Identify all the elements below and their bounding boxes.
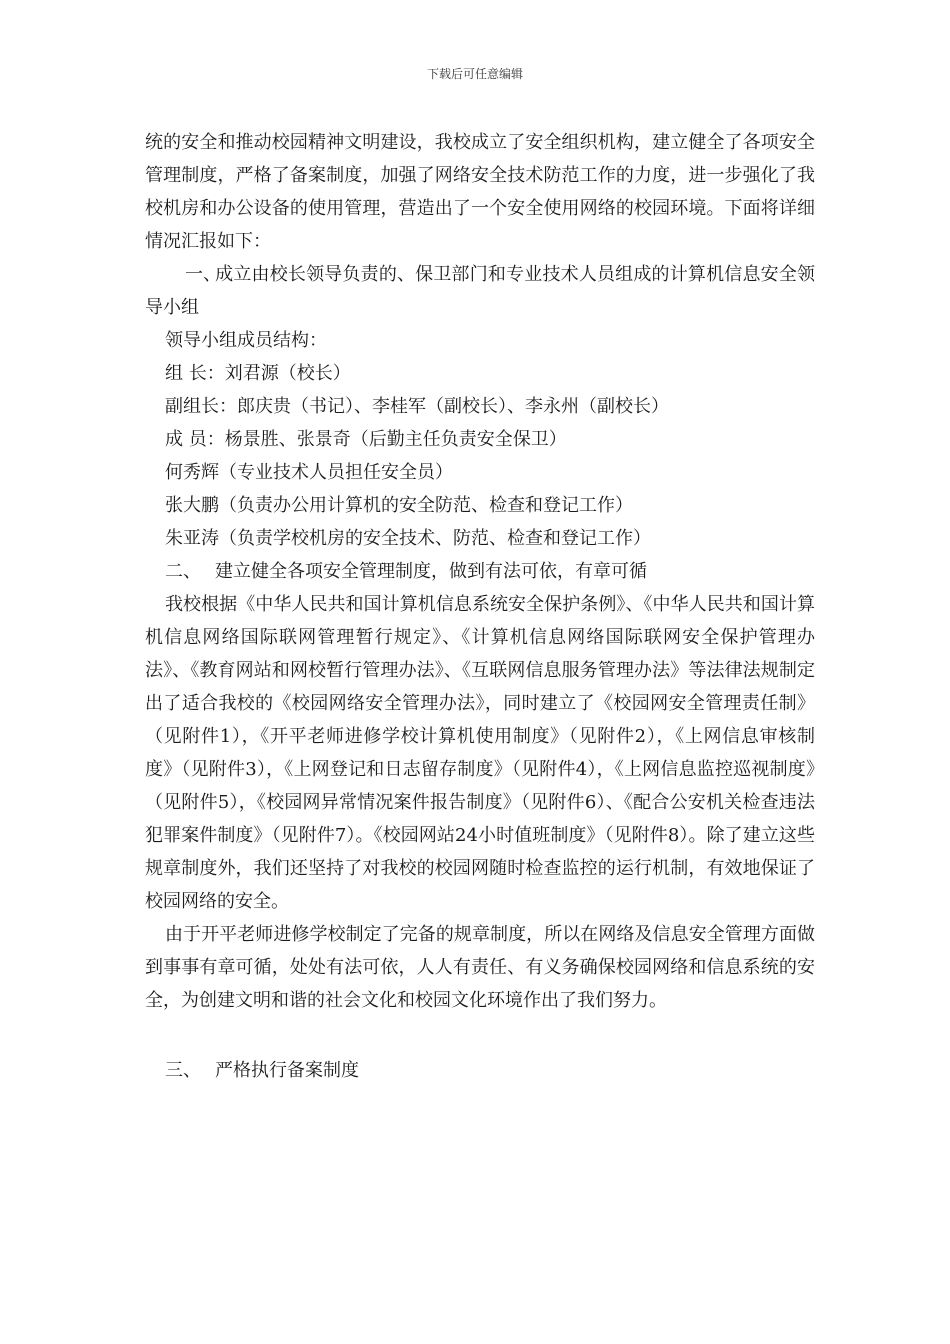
- member-deputies: 副组长：郎庆贵（书记）、李桂军（副校长）、李永州（副校长）: [165, 396, 669, 417]
- section-1-title: 成立由校长领导负责的、保卫部门和专业技术人员组成的计算机信息安全领导小组: [145, 264, 815, 318]
- document-body: [145, 126, 815, 1087]
- members-label: 领导小组成员结构：: [165, 330, 327, 351]
- section-gap: [145, 1017, 815, 1054]
- member-staff: 成 员：杨景胜、张景奇（后勤主任负责安全保卫）: [165, 429, 567, 450]
- section-1-heading: [145, 258, 815, 324]
- member-zhu: 朱亚涛（负责学校机房的安全技术、防范、检查和登记工作）: [165, 528, 651, 549]
- section-3-title: 严格执行备案制度: [215, 1060, 359, 1081]
- member-leader: 组 长：刘君源（校长）: [165, 363, 351, 384]
- page-header: 下载后可任意编辑: [426, 67, 523, 81]
- section-3-number: 三、: [165, 1060, 201, 1081]
- member-zhang: 张大鹏（负责办公用计算机的安全防范、检查和登记工作）: [165, 495, 633, 516]
- section-2-title: 建立健全各项安全管理制度，做到有法可依，有章可循: [215, 561, 647, 582]
- intro-paragraph: 统的安全和推动校园精神文明建设，我校成立了安全组织机构，建立健全了各项安全管理制度，严格了备案制度，加强了网络安全技术防范工作的力度，进一步强化了我校机房和办公设备的使用管理，营造出了一个安全使用网络的校园环境。下面将详细情况汇报如下：: [145, 132, 815, 252]
- section-2-heading: [145, 555, 815, 588]
- section-3-heading: [145, 1054, 815, 1087]
- section-2-number: 二、: [165, 561, 201, 582]
- section-1-number: 一、: [185, 264, 221, 285]
- member-he: 何秀辉（专业技术人员担任安全员）: [165, 462, 453, 483]
- regulations-paragraph: 我校根据《中华人民共和国计算机信息系统安全保护条例》、《中华人民共和国计算机信息网络国际联网管理暂行规定》、《计算机信息网络国际联网安全保护管理办法》、《教育网站和网校暂行管理办法》、《互联网信息服务管理办法》等法律法规制定出了适合我校的《校园网络安全管理办法》，同时建立了《校园网安全管理责任制》（见附件1），《开平老师进修学校计算机使用制度》（见附件2），《上网信息审核制度》（见附件3），《上网登记和日志留存制度》（见附件4），《上网信息监控巡视制度》（见附件5），《校园网异常情况案件报告制度》（见附件6）、《配合公安机关检查违法犯罪案件制度》（见附件7）。《校园网站24小时值班制度》（见附件8）。除了建立这些规章制度外，我们还坚持了对我校的校园网随时检查监控的运行机制，有效地保证了校园网络的安全。: [145, 594, 815, 912]
- summary-paragraph: 由于开平老师进修学校制定了完备的规章制度，所以在网络及信息安全管理方面做到事事有章可循，处处有法可依，人人有责任、有义务确保校园网络和信息系统的安全，为创建文明和谐的社会文化和校园文化环境作出了我们努力。: [145, 924, 815, 1011]
